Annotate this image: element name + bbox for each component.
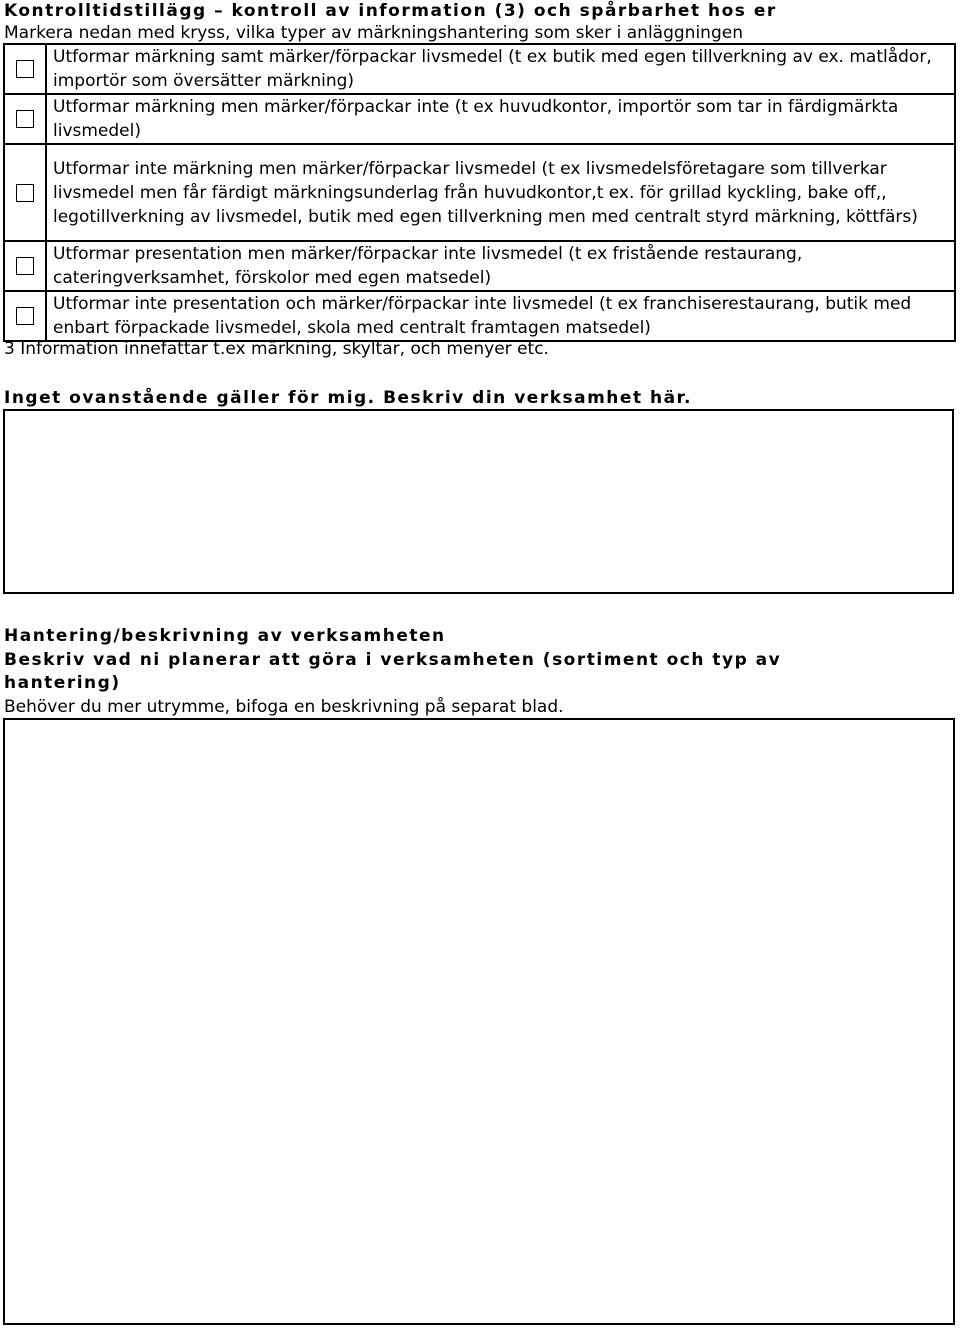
section-title: Kontrolltidstillägg – kontroll av information (3) och spårbarhet hos er — [4, 1, 777, 21]
option-checkbox[interactable] — [16, 110, 34, 128]
option-row — [4, 94, 955, 144]
option-label: Utformar inte presentation och märker/förpackar inte livsmedel (t ex franchiserestaurang, butik med enbart förpackade livsmedel, skola med centralt framtagen matsedel) — [46, 291, 955, 341]
section-instruction: Markera nedan med kryss, vilka typer av märkningshantering som sker i anläggningen — [4, 23, 743, 43]
handling-heading: Hantering/beskrivning av verksamheten — [4, 626, 446, 646]
option-label: Utformar presentation men märker/förpackar inte livsmedel (t ex fristående restaurang, cateringverksamhet, förskolor med egen matsedel) — [46, 241, 955, 291]
option-checkbox[interactable] — [16, 307, 34, 325]
option-row — [4, 44, 955, 94]
option-checkbox[interactable] — [16, 184, 34, 202]
option-row — [4, 144, 955, 241]
handling-subheading: Beskriv vad ni planerar att göra i verksamheten (sortiment och typ av hantering) — [4, 650, 782, 693]
option-row — [4, 241, 955, 291]
option-row — [4, 291, 955, 341]
footnote: 3 Information innefattar t.ex märkning, skyltar, och menyer etc. — [4, 339, 549, 359]
option-label: Utformar märkning men märker/förpackar inte (t ex huvudkontor, importör som tar in färdigmärkta livsmedel) — [46, 94, 955, 144]
handling-description-field[interactable] — [3, 718, 955, 1325]
describe-business-field[interactable] — [3, 409, 954, 594]
option-checkbox[interactable] — [16, 60, 34, 78]
none-applies-heading: Inget ovanstående gäller för mig. Beskriv din verksamhet här. — [4, 388, 692, 408]
labeling-options-table — [3, 43, 956, 342]
option-label: Utformar inte märkning men märker/förpackar livsmedel (t ex livsmedelsföretagare som tillverkar livsmedel men får färdigt märkningsunderlag från huvudkontor,t ex. för grillad kyckling, bake off,, legotillverkning av livsmedel, butik med egen tillverkning men med centralt styrd märkning, köttfärs) — [46, 144, 955, 241]
handling-note: Behöver du mer utrymme, bifoga en beskrivning på separat blad. — [4, 697, 564, 717]
option-checkbox[interactable] — [16, 257, 34, 275]
option-label: Utformar märkning samt märker/förpackar livsmedel (t ex butik med egen tillverkning av ex. matlådor, importör som översätter märkning) — [46, 44, 955, 94]
